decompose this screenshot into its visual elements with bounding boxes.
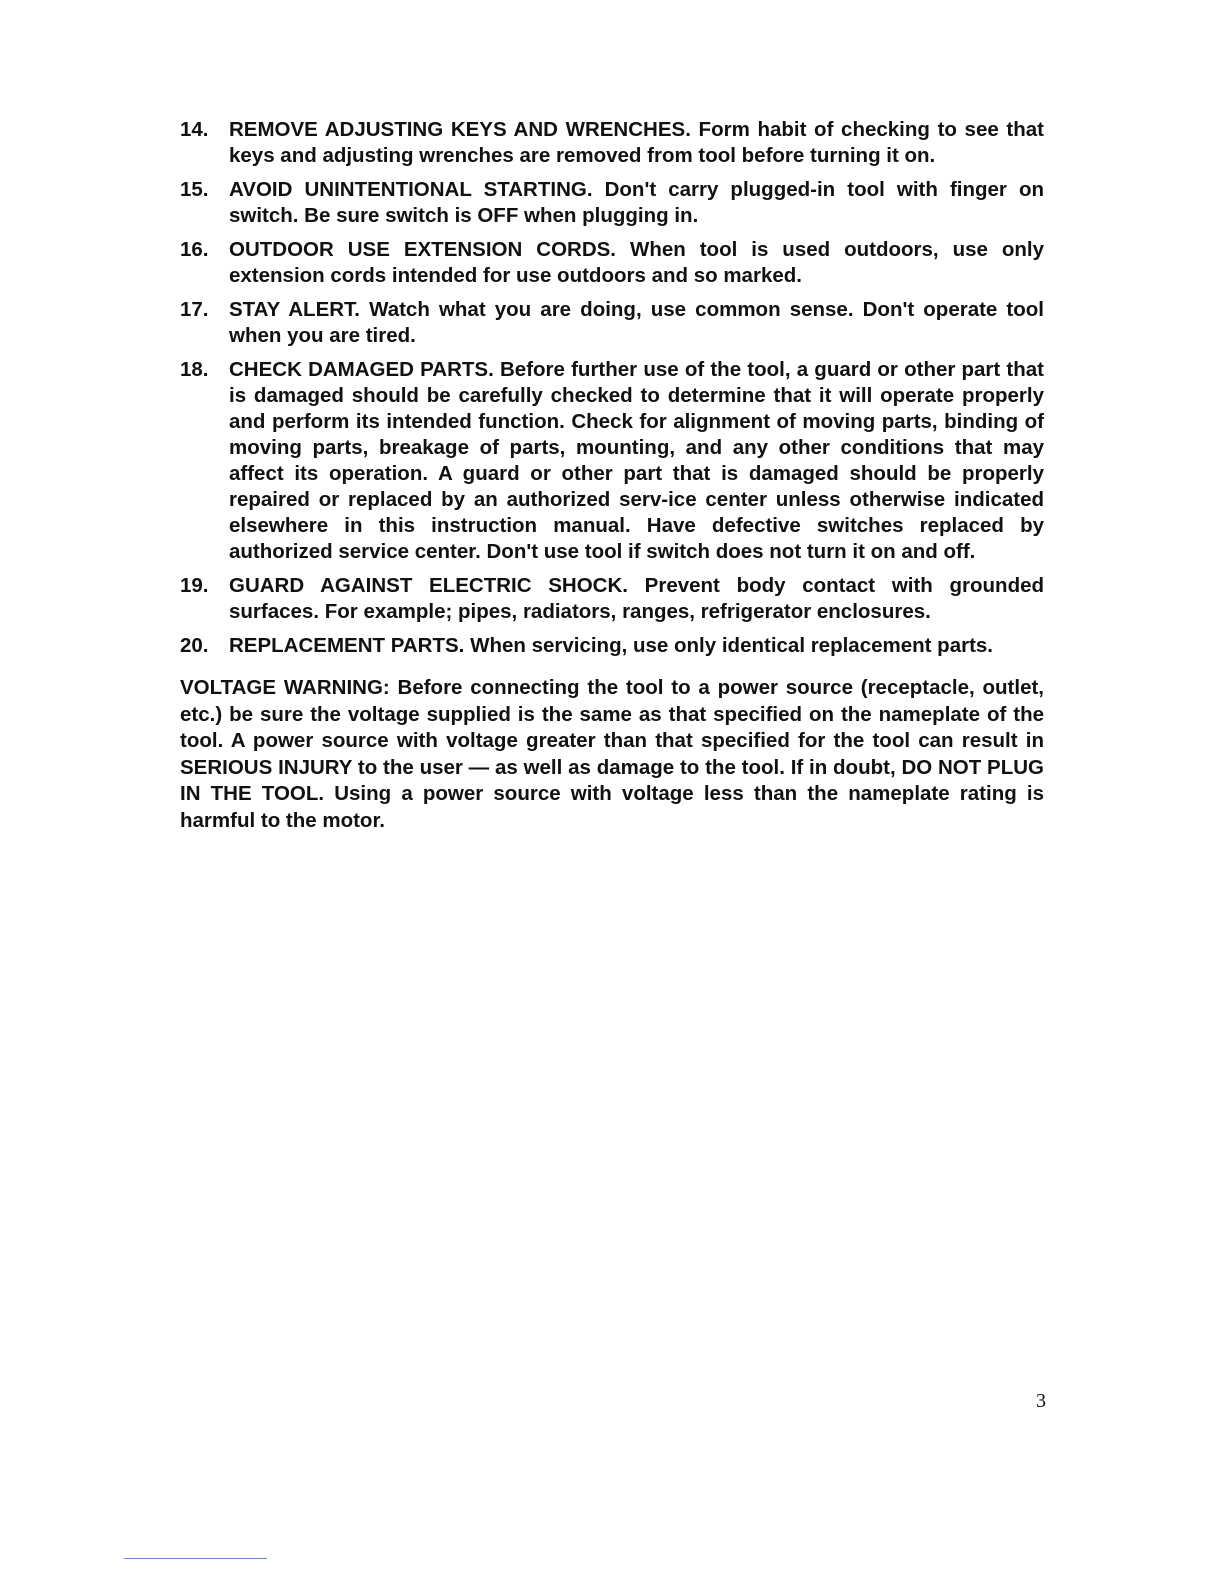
safety-rule-14 — [180, 117, 1044, 169]
rule-body: When tool is used outdoors, use only extension cords intended for use outdoors and so marked. — [229, 238, 1044, 287]
rule-body: Don't carry plugged-in tool with finger on switch. Be sure switch is OFF when plugging in. — [229, 178, 1044, 227]
rule-heading: STAY ALERT. — [229, 298, 360, 321]
rule-heading: GUARD AGAINST ELECTRIC SHOCK. — [229, 574, 628, 597]
rule-heading: CHECK DAMAGED PARTS. — [229, 358, 494, 381]
rule-number: 19. — [180, 574, 209, 597]
rule-heading: OUTDOOR USE EXTENSION CORDS. — [229, 238, 616, 261]
rule-body: When servicing, use only identical replacement parts. — [470, 634, 994, 657]
rule-number: 16. — [180, 238, 209, 261]
bottom-rule — [124, 1558, 267, 1559]
safety-rule-20 — [180, 633, 1044, 659]
rule-body: Before further use of the tool, a guard or other part that is damaged should be carefully checked to determine that it will operate properly and perform its intended function. Check for alignment of moving parts, binding of moving parts, breakage of parts, mounting, and any other conditions that may affect its operation. A guard or other part that is damaged should be properly repaired or replaced by an authorized serv-ice center unless otherwise indicated elsewhere in this instruction manual. Have defective switches replaced by authorized service center. Don't use tool if switch does not turn it on and off. — [229, 358, 1044, 563]
voltage-warning: VOLTAGE WARNING: Before connecting the tool to a power source (receptacle, outlet, etc.) be sure the voltage supplied is the same as that specified on the nameplate of the tool. A power source with voltage greater than that specified for the tool can result in SERIOUS INJURY to the user — as well as damage to the tool. If in doubt, DO NOT PLUG IN THE TOOL. Using a power source with voltage less than the nameplate rating is harmful to the motor. — [180, 676, 1044, 832]
rule-body: Watch what you are doing, use common sense. Don't operate tool when you are tired. — [229, 298, 1044, 347]
rule-number: 14. — [180, 118, 209, 141]
page-number: 3 — [1036, 1390, 1046, 1412]
rule-number: 15. — [180, 178, 209, 201]
rule-heading: REMOVE ADJUSTING KEYS AND WRENCHES. — [229, 118, 691, 141]
rule-number: 20. — [180, 634, 209, 657]
safety-rules-list — [180, 117, 1044, 659]
rule-heading: AVOID UNINTENTIONAL STARTING. — [229, 178, 593, 201]
rule-number: 18. — [180, 358, 209, 381]
safety-rule-16 — [180, 237, 1044, 289]
rule-number: 17. — [180, 298, 209, 321]
manual-page-content — [180, 117, 1044, 855]
safety-rule-18 — [180, 357, 1044, 565]
rule-body: Form habit of checking to see that keys and adjusting wrenches are removed from tool before turning it on. — [229, 118, 1044, 167]
safety-rule-15 — [180, 177, 1044, 229]
rule-body: Prevent body contact with grounded surfaces. For example; pipes, radiators, ranges, refrigerator enclosures. — [229, 574, 1045, 623]
safety-rule-17 — [180, 297, 1044, 349]
safety-rule-19 — [180, 573, 1044, 625]
rule-heading: REPLACEMENT PARTS. — [229, 634, 465, 657]
